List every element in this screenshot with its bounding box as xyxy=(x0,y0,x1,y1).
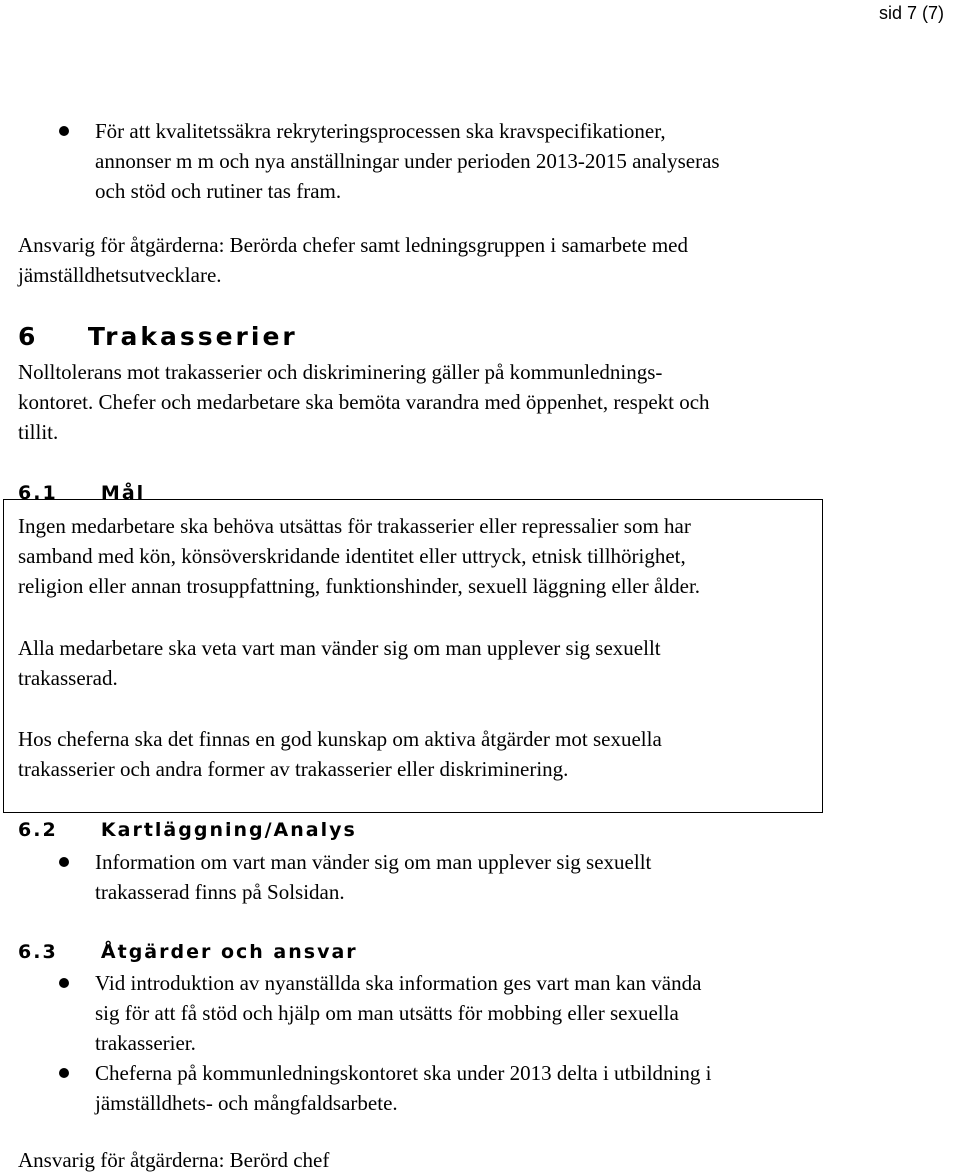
goal-paragraph-2 xyxy=(18,633,661,693)
text-line: trakasserad finns på Solsidan. xyxy=(95,880,345,904)
text-line: samband med kön, könsöverskridande identitet eller uttryck, etnisk tillhörighet, xyxy=(18,544,686,568)
section-6-3-heading xyxy=(18,939,358,965)
bullet-icon xyxy=(59,1068,69,1078)
goal-paragraph-3 xyxy=(18,724,662,784)
section-number: 6.1 xyxy=(18,482,58,504)
section-title: Trakasserier xyxy=(87,322,298,351)
bullet-icon xyxy=(59,126,69,136)
section-title: Mål xyxy=(100,482,146,504)
section-6-3-responsible: Ansvarig för åtgärderna: Berörd chef xyxy=(18,1148,330,1172)
text-line: För att kvalitetssäkra rekryteringsprocessen ska kravspecifikationer, xyxy=(95,119,666,143)
text-line: jämställdhetsutvecklare. xyxy=(18,263,222,287)
section-number: 6.2 xyxy=(18,819,58,841)
text-line: Hos cheferna ska det finnas en god kunskap om aktiva åtgärder mot sexuella xyxy=(18,727,662,751)
text-line: sig för att få stöd och hjälp om man utsätts för mobbing eller sexuella xyxy=(95,1001,679,1025)
text-line: Nolltolerans mot trakasserier och diskriminering gäller på kommunlednings- xyxy=(18,360,663,384)
section-title: Åtgärder och ansvar xyxy=(100,941,358,963)
section-title: Kartläggning/Analys xyxy=(100,819,357,841)
section-6-heading xyxy=(18,322,298,352)
text-line: tillit. xyxy=(18,420,59,444)
text-line: trakasserad. xyxy=(18,666,118,690)
section-6-2-heading xyxy=(18,817,357,843)
section-number: 6 xyxy=(18,322,39,351)
text-line: Vid introduktion av nyanställda ska information ges vart man kan vända xyxy=(95,971,702,995)
text-line: Cheferna på kommunledningskontoret ska under 2013 delta i utbildning i xyxy=(95,1061,712,1085)
text-line: Information om vart man vänder sig om man upplever sig sexuellt xyxy=(95,850,652,874)
bullet-text xyxy=(95,968,701,1058)
text-line: Ingen medarbetare ska behöva utsättas för trakasserier eller repressalier som har xyxy=(18,514,691,538)
text-line: annonser m m och nya anställningar under perioden 2013-2015 analyseras xyxy=(95,149,720,173)
text-line: religion eller annan trosuppfattning, funktionshinder, sexuell läggning eller ålder. xyxy=(18,574,701,598)
section-number: 6.3 xyxy=(18,941,58,963)
bullet-icon xyxy=(59,857,69,867)
text-line: Alla medarbetare ska veta vart man vänder sig om man upplever sig sexuellt xyxy=(18,636,661,660)
text-line: och stöd och rutiner tas fram. xyxy=(95,179,342,203)
intro-responsible xyxy=(18,230,688,290)
text-line: jämställdhets- och mångfaldsarbete. xyxy=(95,1091,398,1115)
text-line: trakasserier. xyxy=(95,1031,196,1055)
bullet-text xyxy=(95,847,651,907)
page-number: sid 7 (7) xyxy=(878,3,944,23)
text-line: kontoret. Chefer och medarbetare ska bemöta varandra med öppenhet, respekt och xyxy=(18,390,710,414)
bullet-icon xyxy=(59,978,69,988)
section-6-body xyxy=(18,357,710,447)
intro-bullet-text xyxy=(95,116,720,206)
goal-paragraph-1 xyxy=(18,511,700,601)
bullet-text xyxy=(95,1058,711,1118)
text-line: Ansvarig för åtgärderna: Berörda chefer samt ledningsgruppen i samarbete med xyxy=(18,233,688,257)
text-line: trakasserier och andra former av trakasserier eller diskriminering. xyxy=(18,757,569,781)
